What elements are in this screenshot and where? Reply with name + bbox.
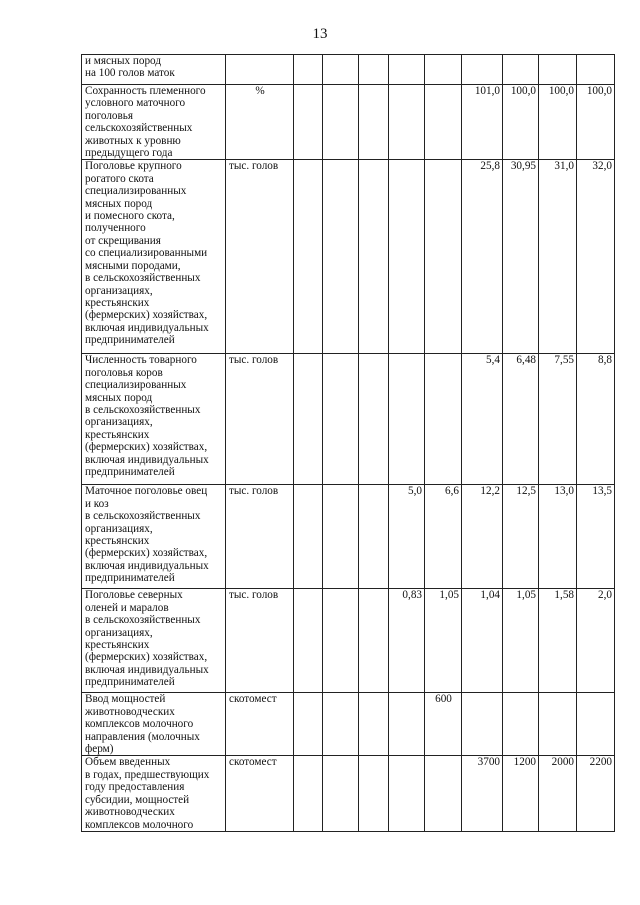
- unit-cell: скотомест: [226, 756, 294, 831]
- value-cell: 3700: [462, 756, 503, 831]
- value-cell: [425, 160, 462, 354]
- value-cell: [425, 756, 462, 831]
- value-cell: 7,55: [539, 354, 577, 485]
- value-cell: [389, 160, 425, 354]
- value-cell: [359, 160, 389, 354]
- value-cell: [294, 693, 323, 756]
- unit-cell: тыс. голов: [226, 589, 294, 693]
- value-cell: 30,95: [503, 160, 539, 354]
- value-cell: [425, 55, 462, 85]
- value-cell: [503, 55, 539, 85]
- value-cell: [294, 756, 323, 831]
- indicators-table: [81, 54, 615, 832]
- indicator-name-cell: Сохранность племенного условного маточного поголовья сельскохозяйственных животных к уровню предыдущего года: [82, 85, 226, 160]
- value-cell: [294, 354, 323, 485]
- value-cell: 2200: [577, 756, 615, 831]
- unit-cell: [226, 55, 294, 85]
- value-cell: [389, 354, 425, 485]
- value-cell: [462, 693, 503, 756]
- value-cell: [539, 693, 577, 756]
- value-cell: 1,05: [503, 589, 539, 693]
- table-row: [82, 55, 615, 85]
- page-number: 13: [312, 26, 328, 42]
- table-row: [82, 693, 615, 756]
- indicator-name-cell: Поголовье северных оленей и маралов в сельскохозяйственных организациях, крестьянских (фермерских) хозяйствах, включая индивидуальных предпринимателей: [82, 589, 226, 693]
- value-cell: [359, 485, 389, 589]
- value-cell: [389, 55, 425, 85]
- value-cell: [389, 756, 425, 831]
- indicator-name-cell: и мясных пород на 100 голов маток: [82, 55, 226, 85]
- table-row: [82, 354, 615, 485]
- value-cell: 13,5: [577, 485, 615, 589]
- value-cell: 5,4: [462, 354, 503, 485]
- value-cell: 101,0: [462, 85, 503, 160]
- value-cell: [323, 55, 359, 85]
- value-cell: 8,8: [577, 354, 615, 485]
- value-cell: [323, 85, 359, 160]
- unit-cell: тыс. голов: [226, 160, 294, 354]
- value-cell: 0,83: [389, 589, 425, 693]
- value-cell: [425, 85, 462, 160]
- value-cell: 12,2: [462, 485, 503, 589]
- value-cell: 1200: [503, 756, 539, 831]
- value-cell: 2,0: [577, 589, 615, 693]
- value-cell: [425, 354, 462, 485]
- value-cell: [359, 589, 389, 693]
- value-cell: [389, 693, 425, 756]
- unit-cell: тыс. голов: [226, 354, 294, 485]
- value-cell: [294, 589, 323, 693]
- value-cell: [577, 55, 615, 85]
- table-row: [82, 756, 615, 831]
- value-cell: [323, 485, 359, 589]
- value-cell: 32,0: [577, 160, 615, 354]
- value-cell: 5,0: [389, 485, 425, 589]
- table-row: [82, 485, 615, 589]
- unit-cell: %: [226, 85, 294, 160]
- value-cell: 31,0: [539, 160, 577, 354]
- value-cell: [577, 693, 615, 756]
- unit-cell: скотомест: [226, 693, 294, 756]
- value-cell: 100,0: [539, 85, 577, 160]
- value-cell: [539, 55, 577, 85]
- value-cell: 6,48: [503, 354, 539, 485]
- value-cell: [359, 354, 389, 485]
- value-cell: [323, 354, 359, 485]
- indicator-name-cell: Ввод мощностей животноводческих комплексов молочного направления (молочных ферм): [82, 693, 226, 756]
- indicator-name-cell: Объем введенных в годах, предшествующих году предоставления субсидии, мощностей животноводческих комплексов молочного: [82, 756, 226, 831]
- table-row: [82, 589, 615, 693]
- value-cell: 600: [425, 693, 462, 756]
- indicator-name-cell: Маточное поголовье овец и коз в сельскохозяйственных организациях, крестьянских (фермерских) хозяйствах, включая индивидуальных предпринимателей: [82, 485, 226, 589]
- value-cell: 13,0: [539, 485, 577, 589]
- unit-cell: тыс. голов: [226, 485, 294, 589]
- value-cell: [294, 160, 323, 354]
- value-cell: 1,04: [462, 589, 503, 693]
- value-cell: 100,0: [503, 85, 539, 160]
- value-cell: [294, 485, 323, 589]
- value-cell: 12,5: [503, 485, 539, 589]
- indicator-name-cell: Поголовье крупного рогатого скота специализированных мясных пород и помесного скота, полученного от скрещивания со специализированными мясными породами, в сельскохозяйственных организациях, крестьянских (фермерских) хозяйствах, включая индивидуальных предпринимателей: [82, 160, 226, 354]
- value-cell: [323, 160, 359, 354]
- value-cell: [323, 589, 359, 693]
- value-cell: 2000: [539, 756, 577, 831]
- value-cell: [323, 693, 359, 756]
- value-cell: 6,6: [425, 485, 462, 589]
- value-cell: 1,58: [539, 589, 577, 693]
- table-row: [82, 85, 615, 160]
- value-cell: [389, 85, 425, 160]
- indicator-name-cell: Численность товарного поголовья коров специализированных мясных пород в сельскохозяйственных организациях, крестьянских (фермерских) хозяйствах, включая индивидуальных предпринимателей: [82, 354, 226, 485]
- value-cell: [359, 55, 389, 85]
- table-row: [82, 160, 615, 354]
- value-cell: 25,8: [462, 160, 503, 354]
- value-cell: [323, 756, 359, 831]
- value-cell: [359, 756, 389, 831]
- value-cell: [503, 693, 539, 756]
- value-cell: [294, 85, 323, 160]
- value-cell: [462, 55, 503, 85]
- value-cell: [294, 55, 323, 85]
- value-cell: 1,05: [425, 589, 462, 693]
- value-cell: 100,0: [577, 85, 615, 160]
- value-cell: [359, 85, 389, 160]
- value-cell: [359, 693, 389, 756]
